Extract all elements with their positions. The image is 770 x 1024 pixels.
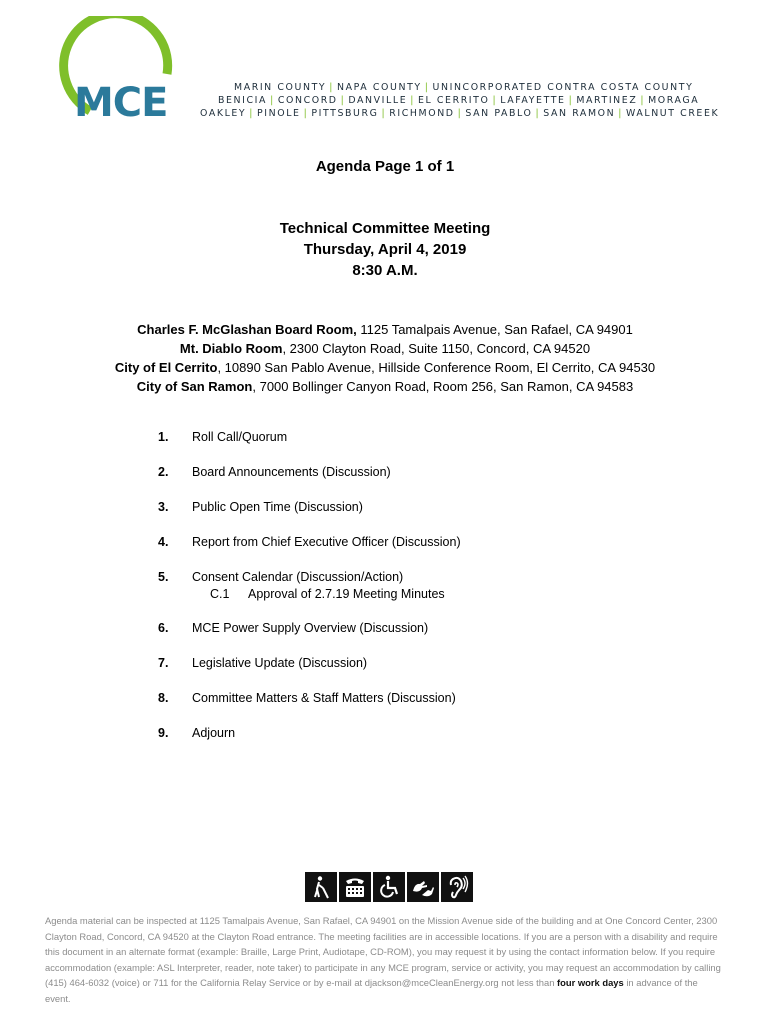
region-separator: | <box>640 95 646 106</box>
agenda-item <box>158 430 287 444</box>
region-separator: | <box>492 95 498 106</box>
region-name: NAPA COUNTY <box>337 82 422 93</box>
agenda-item <box>158 535 461 549</box>
tty-phone-icon <box>339 872 371 902</box>
blind-cane-icon <box>305 872 337 902</box>
location-name: Mt. Diablo Room <box>179 341 283 356</box>
notice-emphasis: four work days <box>557 977 624 989</box>
agenda-item-text: Adjourn <box>192 726 236 740</box>
sign-language-icon <box>407 872 439 902</box>
agenda-item <box>158 691 456 705</box>
region-separator: | <box>270 95 275 106</box>
region-separator: | <box>568 95 574 106</box>
location-line <box>0 320 770 339</box>
region-name: EL CERRITO <box>417 95 490 106</box>
region-row-2 <box>218 94 699 107</box>
region-row-1 <box>234 81 693 94</box>
region-name: SAN RAMON <box>543 108 616 119</box>
location-name: City of El Cerrito <box>114 360 218 375</box>
location-line <box>0 358 770 377</box>
meeting-title: Technical Committee Meeting <box>279 220 491 237</box>
region-name: RICHMOND <box>389 108 455 119</box>
agenda-item <box>158 656 367 670</box>
agenda-item-number: 4. <box>158 535 169 549</box>
notice-tail: in advance of the event. <box>45 977 698 1004</box>
region-name: OAKLEY <box>200 108 247 119</box>
agenda-item-text: Report from Chief Executive Officer (Discussion) <box>192 535 461 549</box>
region-name: PINOLE <box>257 108 301 119</box>
region-separator: | <box>381 108 387 119</box>
region-separator: | <box>249 108 255 119</box>
agenda-item-text: Roll Call/Quorum <box>192 430 288 444</box>
accessibility-icons <box>305 872 473 902</box>
region-name: MARIN COUNTY <box>234 82 327 93</box>
location-line <box>0 339 770 358</box>
meeting-locations <box>0 320 770 396</box>
agenda-page-label: Agenda Page 1 of 1 <box>315 158 455 175</box>
mce-logo <box>52 16 182 126</box>
region-separator: | <box>410 95 415 106</box>
agenda-item <box>158 500 363 514</box>
meeting-date: Thursday, April 4, 2019 <box>303 241 467 258</box>
agenda-item-number: 7. <box>158 656 169 670</box>
region-name: MORAGA <box>648 95 700 106</box>
location-line <box>0 377 770 396</box>
agenda-item <box>158 726 235 740</box>
agenda-item-text: Legislative Update (Discussion) <box>192 656 368 670</box>
region-separator: | <box>535 108 541 119</box>
meeting-time: 8:30 A.M. <box>352 262 418 279</box>
hearing-assist-icon <box>441 872 473 902</box>
region-name: DANVILLE <box>348 95 408 106</box>
region-name: WALNUT CREEK <box>626 108 720 119</box>
agenda-item <box>158 465 391 479</box>
region-name: BENICIA <box>218 95 268 106</box>
wheelchair-icon <box>373 872 405 902</box>
agenda-item-number: 9. <box>158 726 169 740</box>
region-name: UNINCORPORATED CONTRA COSTA COUNTY <box>432 82 694 93</box>
location-address: 1125 Tamalpais Avenue, San Rafael, CA 94901 <box>356 322 633 337</box>
agenda-item-number: 8. <box>158 691 169 705</box>
agenda-item-number: 2. <box>158 465 169 479</box>
agenda-item-number: 6. <box>158 621 169 635</box>
region-separator: | <box>618 108 623 119</box>
region-name: LAFAYETTE <box>500 95 566 106</box>
region-separator: | <box>329 82 334 93</box>
agenda-subitem-text: Approval of 2.7.19 Meeting Minutes <box>248 587 445 601</box>
svg-text:MCE: MCE <box>74 80 168 126</box>
region-separator: | <box>457 108 463 119</box>
notice-text: Agenda material can be inspected at 1125 Tamalpais Avenue, San Rafael, CA 94901 on the Mission Avenue side of the building and at One Concord Center, 2300 Clayton Road, Concord, CA 94520 at the Clayton Road entrance. The meeting facilities are in accessible locations. If you are a person with a disability and require this document in an alternate format (example: Braille, Large Print, Audiotape, CD-ROM), you may request it by using the contact information below. If you require accommodation (example: ASL Interpreter, reader, note taker) to participate in any MCE program, service or activity, you may request an accommodation by calling (415) 464-6032 (voice) or 711 for the California Relay Service or by e-mail at djackson@mceCleanEnergy.org not less than <box>45 915 721 989</box>
accessibility-notice <box>45 913 725 1007</box>
region-separator: | <box>303 108 309 119</box>
mce-logo-graphic <box>52 16 182 126</box>
agenda-subitem-number: C.1 <box>210 587 230 601</box>
region-name: MARTINEZ <box>576 95 638 106</box>
agenda-item-number: 5. <box>158 570 169 584</box>
agenda-subitem <box>210 587 445 601</box>
region-separator: | <box>340 95 346 106</box>
region-row-3 <box>200 107 719 120</box>
agenda-item-text: Committee Matters & Staff Matters (Discussion) <box>192 691 456 705</box>
agenda-item <box>158 621 428 635</box>
region-separator: | <box>424 82 430 93</box>
agenda-item <box>158 570 403 584</box>
meeting-header <box>0 218 770 281</box>
agenda-item-text: Consent Calendar (Discussion/Action) <box>192 570 404 584</box>
location-name: City of San Ramon <box>136 379 253 394</box>
location-name: Charles F. McGlashan Board Room, <box>137 322 357 337</box>
region-name: SAN PABLO <box>465 108 533 119</box>
location-address: , 7000 Bollinger Canyon Road, Room 256, San Ramon, CA 94583 <box>252 379 634 394</box>
agenda-item-number: 3. <box>158 500 169 514</box>
region-name: CONCORD <box>277 95 338 106</box>
location-address: , 2300 Clayton Road, Suite 1150, Concord, CA 94520 <box>282 341 591 356</box>
agenda-item-number: 1. <box>158 430 169 444</box>
agenda-item-text: Board Announcements (Discussion) <box>192 465 391 479</box>
location-address: , 10890 San Pablo Avenue, Hillside Conference Room, El Cerrito, CA 94530 <box>217 360 656 375</box>
region-name: PITTSBURG <box>311 108 379 119</box>
agenda-item-text: MCE Power Supply Overview (Discussion) <box>192 621 429 635</box>
agenda-item-text: Public Open Time (Discussion) <box>192 500 363 514</box>
